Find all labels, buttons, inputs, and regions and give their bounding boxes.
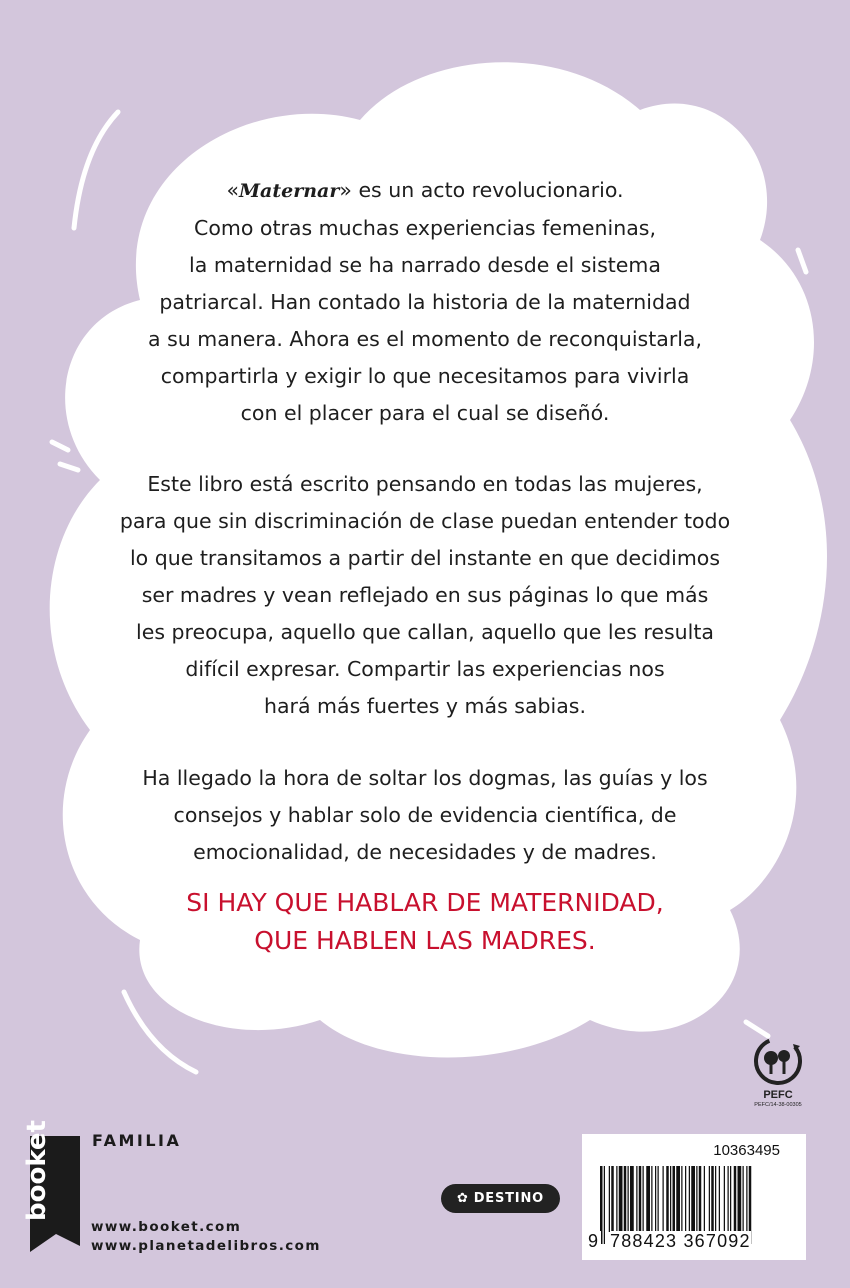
script-word-maternar: Maternar: [239, 180, 340, 202]
booket-logo-mark: [22, 1120, 84, 1264]
ean-remaining-digits: 788423 367092: [610, 1231, 751, 1251]
barcode-bar: [636, 1166, 637, 1232]
slogan-line: QUE HABLEN LAS MADRES.: [254, 926, 596, 955]
blurb-line-rest: es un acto revolucionario.: [351, 178, 624, 202]
ean-first-digit: 9: [588, 1231, 600, 1251]
blurb-line: para que sin discriminación de clase puedan entender todo: [119, 509, 731, 533]
booket-logo: [22, 1120, 84, 1264]
barcode-bar: [711, 1166, 714, 1232]
barcode-panel: [582, 1134, 806, 1260]
blurb-line: a su manera. Ahora es el momento de reconquistarla,: [147, 327, 703, 351]
blurb-paragraph-1: [110, 172, 740, 432]
blurb-line: la maternidad se ha narrado desde el sistema: [189, 253, 661, 277]
barcode-bar: [611, 1166, 614, 1232]
barcode-bar: [730, 1166, 731, 1232]
destino-label: DESTINO: [473, 1191, 544, 1206]
slogan-line: SI HAY QUE HABLAR DE MATERNIDAD,: [186, 888, 664, 917]
barcode-bar: [630, 1166, 634, 1232]
destino-imprint-logo: [441, 1184, 560, 1213]
barcode-bar: [639, 1166, 642, 1232]
barcode-bar: [685, 1166, 686, 1232]
blurb-line: difícil expresar. Compartir las experiencias nos: [185, 657, 665, 681]
blurb-paragraph-2: [110, 466, 740, 725]
decor-dash-left-1: [52, 442, 68, 450]
internal-code: 10363495: [713, 1142, 780, 1159]
quote-open: «: [226, 178, 240, 202]
barcode-bar: [616, 1166, 617, 1232]
barcode-bar: [655, 1166, 656, 1232]
blurb-line: consejos y hablar solo de evidencia científica, de: [173, 803, 677, 827]
genre-label: FAMILIA: [92, 1131, 182, 1150]
decor-dash-right-1: [798, 250, 806, 272]
pefc-label: PEFC: [763, 1089, 793, 1101]
barcode-bar: [658, 1166, 659, 1232]
barcode-bar: [628, 1166, 629, 1232]
blurb-line: hará más fuertes y más sabias.: [264, 694, 586, 718]
booket-url-link[interactable]: www.booket.com: [91, 1219, 242, 1235]
barcode-bar: [604, 1166, 605, 1244]
blurb-line: ser madres y vean reflejado en sus páginas lo que más: [141, 583, 709, 607]
barcode-bar: [743, 1166, 744, 1232]
barcode-bar: [624, 1166, 627, 1232]
blurb-line: [110, 172, 740, 210]
blurb-line: Ha llegado la hora de soltar los dogmas, las guías y los: [142, 766, 708, 790]
pefc-code: PEFC/14-38-00305: [754, 1102, 802, 1108]
barcode-bar: [746, 1166, 747, 1232]
barcode-bar: [651, 1166, 652, 1232]
slogan: [100, 884, 750, 960]
barcode-bar: [663, 1166, 664, 1232]
destino-emblem-icon: ✿: [457, 1191, 469, 1206]
blurb-line: con el placer para el cual se diseñó.: [240, 401, 610, 425]
barcode-bar: [709, 1166, 710, 1232]
barcode-bar: [643, 1166, 644, 1232]
blurb-line: lo que transitamos a partir del instante en que decidimos: [129, 546, 721, 570]
barcode-bar: [670, 1166, 671, 1232]
barcode-bar: [666, 1166, 669, 1232]
barcode-bar: [689, 1166, 690, 1232]
barcode-bar: [734, 1166, 737, 1232]
blurb-line: Este libro está escrito pensando en todas las mujeres,: [147, 472, 703, 496]
barcode-bar: [646, 1166, 650, 1232]
barcode-bar: [696, 1166, 697, 1232]
barcode-bar: [728, 1166, 729, 1232]
decor-dash-left-2: [60, 464, 78, 470]
barcode-bar: [699, 1166, 702, 1232]
blurb-line: compartirla y exigir lo que necesitamos para vivirla: [160, 364, 690, 388]
barcode-bar: [704, 1166, 705, 1232]
barcode-bar: [681, 1166, 682, 1232]
blurb-paragraph-3: [110, 760, 740, 871]
barcode-bar: [715, 1166, 716, 1232]
barcode-bar: [619, 1166, 623, 1232]
decor-dash-bottom-right: [746, 1022, 768, 1036]
booket-logo-text: booket: [22, 1120, 52, 1221]
barcode-bar: [724, 1166, 725, 1232]
quote-close: »: [339, 178, 352, 202]
pefc-certification: [748, 1036, 808, 1109]
planetadelibros-url-link[interactable]: www.planetadelibros.com: [91, 1238, 321, 1254]
barcode-bar: [719, 1166, 720, 1232]
blurb-line: patriarcal. Han contado la historia de la maternidad: [159, 290, 691, 314]
barcode-bar: [609, 1166, 610, 1232]
blurb-line: emocionalidad, de necesidades y de madres.: [193, 840, 657, 864]
barcode-bar: [738, 1166, 742, 1232]
blurb-line: les preocupa, aquello que callan, aquello que les resulta: [136, 620, 714, 644]
barcode-bar: [691, 1166, 695, 1232]
blurb-line: Como otras muchas experiencias femeninas,: [194, 216, 656, 240]
pefc-trees-icon: [753, 1036, 803, 1086]
